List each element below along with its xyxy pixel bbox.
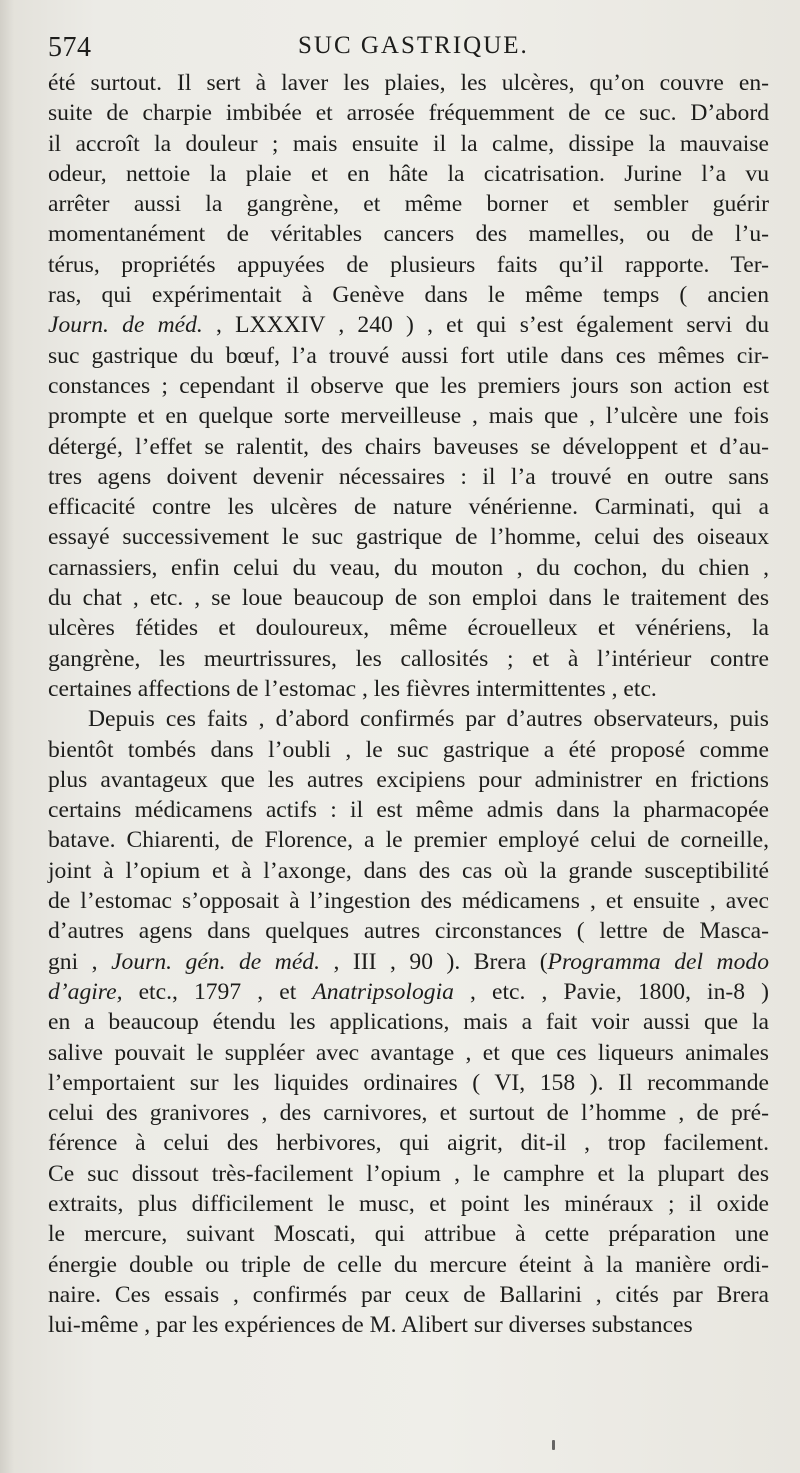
text-run: essayé successivement le suc gastrique de l’homme, celui des oiseaux <box>48 524 769 551</box>
text-run: certains médicamens actifs : il est même admis dans la pharmacopée <box>48 797 769 824</box>
text-line <box>48 583 769 613</box>
text-line <box>48 68 769 98</box>
text-run: gangrène, les meurtrissures, les callosités ; et à l’intérieur contre <box>48 645 769 672</box>
text-line <box>48 977 769 1007</box>
text-run: extraits, plus difficilement le musc, et point les minéraux ; il oxide <box>48 1190 769 1217</box>
text-run: énergie double ou triple de celle du mercure éteint à la manière ordi- <box>48 1251 769 1278</box>
text-line <box>48 371 769 401</box>
text-line <box>48 341 769 371</box>
text-run: du chat , etc. , se loue beaucoup de son emploi dans le traitement des <box>48 585 769 612</box>
text-line <box>48 825 769 855</box>
text-run: ras, qui expérimentait à Genève dans le même temps ( ancien <box>48 282 769 309</box>
text-line <box>48 401 769 431</box>
text-run: ulcères fétides et douloureux, même écrouelleux et vénériens, la <box>48 615 769 642</box>
text-line <box>48 916 769 946</box>
print-speck <box>552 1440 555 1450</box>
text-line <box>48 129 769 159</box>
text-run: carnassiers, enfin celui du veau, du mouton , du cochon, du chien , <box>48 554 769 581</box>
page-fold-shadow <box>0 0 14 1473</box>
text-line <box>48 674 769 704</box>
body-text <box>48 68 769 1340</box>
text-line <box>48 735 769 765</box>
text-line <box>48 1068 769 1098</box>
text-line <box>48 1219 769 1249</box>
text-run: naire. Ces essais , confirmés par ceux de Ballarini , cités par Brera <box>48 1281 769 1308</box>
text-run: de l’estomac s’opposait à l’ingestion des médicamens , et ensuite , avec <box>48 888 769 915</box>
text-line <box>48 462 769 492</box>
italic-run: d’agire, <box>48 978 123 1005</box>
text-run: détergé, l’effet se ralentit, des chairs baveuses se développent et d’au- <box>48 433 769 460</box>
text-run: , III , 90 ). Brera ( <box>320 948 548 975</box>
text-line <box>48 310 769 340</box>
italic-run: Programma del modo <box>547 948 769 975</box>
italic-run: Journ. de méd. <box>48 312 203 339</box>
text-line <box>48 280 769 310</box>
text-run: tres agens doivent devenir nécessaires : il l’a trouvé en outre sans <box>48 463 769 490</box>
text-line <box>48 613 769 643</box>
text-line <box>48 1280 769 1310</box>
text-line <box>48 189 769 219</box>
text-run: gni , <box>48 948 112 975</box>
text-line <box>48 553 769 583</box>
text-run: arrêter aussi la gangrène, et même borner et sembler guérir <box>48 191 769 218</box>
italic-run: Journ. gén. de méd. <box>111 948 320 975</box>
text-run: , etc. , Pavie, 1800, in-8 ) <box>453 978 770 1005</box>
text-line <box>48 886 769 916</box>
text-run: momentanément de véritables cancers des mamelles, ou de l’u- <box>48 221 769 248</box>
text-line <box>48 1007 769 1037</box>
text-run: suc gastrique du bœuf, l’a trouvé aussi fort utile dans ces mêmes cir- <box>48 342 769 369</box>
text-line <box>48 765 769 795</box>
text-run: , LXXXIV , 240 ) , et qui s’est également servi du <box>202 312 770 339</box>
text-line <box>48 250 769 280</box>
text-run: etc., 1797 , et <box>122 978 313 1005</box>
text-line <box>48 856 769 886</box>
text-line <box>48 1128 769 1158</box>
page-header <box>48 28 780 68</box>
text-run: Depuis ces faits , d’abord confirmés par d’autres observateurs, puis <box>88 706 769 733</box>
text-run: plus avantageux que les autres excipiens pour administrer en frictions <box>48 766 769 793</box>
text-line <box>48 1250 769 1280</box>
text-line <box>48 522 769 552</box>
text-line <box>48 432 769 462</box>
text-line <box>48 492 769 522</box>
running-title: SUC GASTRIQUE. <box>298 32 529 59</box>
text-run: certaines affections de l’estomac , les fièvres intermittentes , etc. <box>48 675 657 702</box>
text-run: batave. Chiarenti, de Florence, a le premier employé celui de corneille, <box>48 827 769 854</box>
text-line <box>48 1098 769 1128</box>
text-run: efficacité contre les ulcères de nature vénérienne. Carminati, qui a <box>48 494 769 521</box>
text-run: l’emportaient sur les liquides ordinaires ( VI, 158 ). Il recommande <box>48 1069 769 1096</box>
italic-run: Anatripsologia <box>312 978 454 1005</box>
text-run: le mercure, suivant Moscati, qui attribue à cette préparation une <box>48 1221 769 1248</box>
text-line <box>48 795 769 825</box>
paragraph <box>48 704 769 1340</box>
text-run: prompte et en quelque sorte merveilleuse , mais que , l’ulcère une fois <box>48 403 769 430</box>
text-run: suite de charpie imbibée et arrosée fréquemment de ce suc. D’abord <box>48 100 769 127</box>
text-line <box>48 947 769 977</box>
text-run: constances ; cependant il observe que les premiers jours son action est <box>48 372 769 399</box>
text-run: été surtout. Il sert à laver les plaies, les ulcères, qu’on couvre en- <box>48 70 769 96</box>
text-run: joint à l’opium et à l’axonge, dans des cas où la grande susceptibilité <box>48 857 769 884</box>
text-line <box>48 1189 769 1219</box>
text-line <box>48 1310 769 1340</box>
text-run: odeur, nettoie la plaie et en hâte la cicatrisation. Jurine l’a vu <box>48 160 769 187</box>
text-run: il accroît la douleur ; mais ensuite il la calme, dissipe la mauvaise <box>48 130 769 157</box>
text-line <box>48 1038 769 1068</box>
text-run: bientôt tombés dans l’oubli , le suc gastrique a été proposé comme <box>48 736 769 763</box>
text-line <box>48 644 769 674</box>
text-run: en a beaucoup étendu les applications, mais a fait voir aussi que la <box>48 1009 769 1036</box>
text-run: Ce suc dissout très-facilement l’opium , le camphre et la plupart des <box>48 1160 769 1187</box>
paragraph <box>48 68 769 704</box>
text-run: térus, propriétés appuyées de plusieurs faits qu’il rapporte. Ter- <box>48 251 769 278</box>
text-run: celui des granivores , des carnivores, et surtout de l’homme , de pré- <box>48 1100 769 1127</box>
text-line <box>48 1159 769 1189</box>
text-line <box>48 219 769 249</box>
text-line <box>48 159 769 189</box>
text-run: férence à celui des herbivores, qui aigrit, dit-il , trop facilement. <box>48 1130 769 1157</box>
text-run: d’autres agens dans quelques autres circonstances ( lettre de Masca- <box>48 918 769 945</box>
text-line <box>48 98 769 128</box>
text-line <box>48 704 769 734</box>
page-number: 574 <box>48 32 92 63</box>
text-run: salive pouvait le suppléer avec avantage , et que ces liqueurs animales <box>48 1039 769 1066</box>
text-run: lui-même , par les expériences de M. Alibert sur diverses substances <box>48 1312 693 1339</box>
